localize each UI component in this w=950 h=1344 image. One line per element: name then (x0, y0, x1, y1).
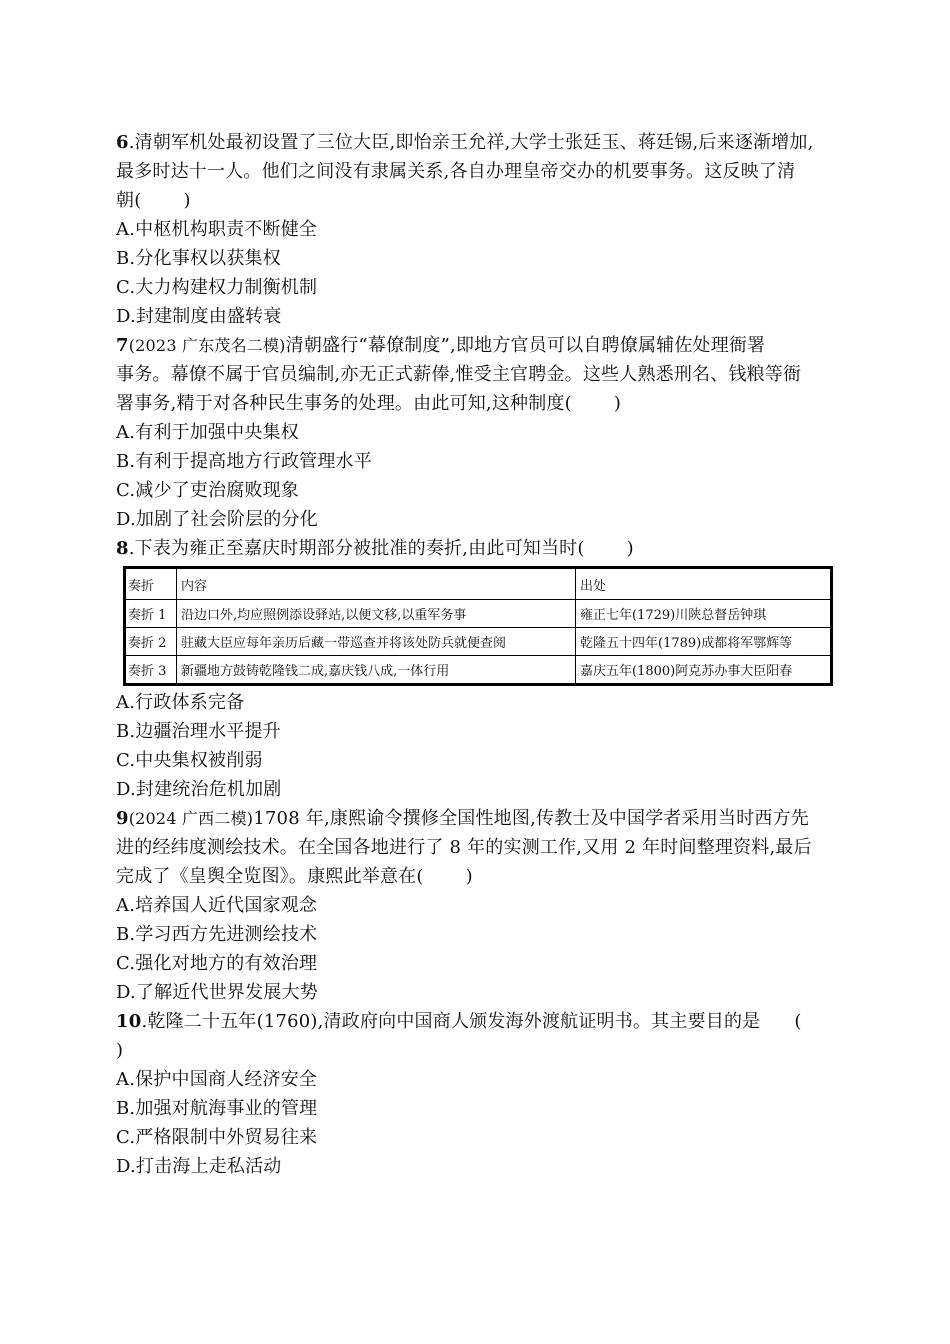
option-a: A.行政体系完备 (116, 692, 245, 713)
question-stem-line: 7(2023 广东茂名二模)清朝盛行“幕僚制度”,即地方官员可以自聘僚属辅佐处理衙署 (116, 335, 766, 356)
option-d: D.了解近代世界发展大势 (116, 982, 318, 1003)
option-c: C.减少了吏治腐败现象 (116, 480, 300, 501)
option-d: D.加剧了社会阶层的分化 (116, 509, 318, 530)
option-c: C.强化对地方的有效治理 (116, 953, 318, 974)
question-stem-line: 9(2024 广西二模)1708 年,康熙谕令撰修全国性地图,传教士及中国学者采用当时西方先 (116, 808, 810, 829)
question-stem-line: 10.乾隆二十五年(1760),清政府向中国商人颁发海外渡航证明书。其主要目的是 ( (116, 1011, 802, 1032)
table-cell: 奏折 1 (125, 600, 177, 628)
table-row (125, 628, 832, 656)
table-row (125, 656, 832, 685)
question-page (116, 128, 840, 1181)
question-stem-line: 最多时达十一人。他们之间没有隶属关系,各自办理皇帝交办的机要事务。这反映了清 (116, 161, 796, 182)
memorial-table (123, 566, 833, 686)
table-cell: 乾隆五十四年(1789)成都将军鄂辉等 (576, 628, 832, 656)
question-stem-line: 署事务,精于对各种民生事务的处理。由此可知,这种制度( ) (116, 393, 622, 414)
question-8 (116, 534, 840, 804)
option-c: C.严格限制中外贸易往来 (116, 1127, 318, 1148)
table-row (125, 600, 832, 628)
table-header-cell: 奏折 (125, 568, 177, 600)
question-6 (116, 128, 840, 331)
option-d: D.打击海上走私活动 (116, 1156, 282, 1177)
option-a: A.有利于加强中央集权 (116, 422, 299, 443)
option-d: D.封建制度由盛转衰 (116, 306, 282, 327)
option-c: C.中央集权被削弱 (116, 750, 263, 771)
question-9 (116, 804, 840, 1007)
table-cell: 嘉庆五年(1800)阿克苏办事大臣阳春 (576, 656, 832, 685)
question-number: 6 (116, 132, 129, 153)
table-header-cell: 出处 (576, 568, 832, 600)
question-number: 7 (116, 335, 129, 356)
option-b: B.分化事权以获集权 (116, 248, 281, 269)
question-stem-line: 事务。幕僚不属于官员编制,亦无正式薪俸,惟受主官聘金。这些人熟悉刑名、钱粮等衙 (116, 364, 802, 385)
table-cell: 新疆地方鼓铸乾隆钱二成,嘉庆钱八成,一体行用 (177, 656, 576, 685)
table-header-row (125, 568, 832, 600)
question-number: 8 (116, 538, 129, 559)
question-stem-line: 8.下表为雍正至嘉庆时期部分被批准的奏折,由此可知当时( ) (116, 538, 634, 559)
option-a: A.中枢机构职责不断健全 (116, 219, 318, 240)
table-cell: 奏折 2 (125, 628, 177, 656)
question-stem-line: 朝( ) (116, 190, 191, 211)
option-d: D.封建统治危机加剧 (116, 779, 282, 800)
question-10 (116, 1007, 840, 1181)
question-number: 9 (116, 808, 129, 829)
question-number: 10 (116, 1011, 142, 1032)
option-b: B.加强对航海事业的管理 (116, 1098, 318, 1119)
table-cell: 驻藏大臣应每年亲历后藏一带巡查并将该处防兵就便查阅 (177, 628, 576, 656)
question-stem-line: 进的经纬度测绘技术。在全国各地进行了 8 年的实测工作,又用 2 年时间整理资料,最后 (116, 837, 812, 858)
option-b: B.边疆治理水平提升 (116, 721, 281, 742)
question-source: (2024 广西二模) (128, 809, 254, 828)
question-stem-line: ) (116, 1040, 124, 1061)
option-b: B.学习西方先进测绘技术 (116, 924, 318, 945)
question-stem-line: 完成了《皇舆全览图》。康熙此举意在( ) (116, 866, 473, 887)
question-source: (2023 广东茂名二模) (128, 336, 286, 355)
table-header-cell: 内容 (177, 568, 576, 600)
option-a: A.保护中国商人经济安全 (116, 1069, 318, 1090)
question-7 (116, 331, 840, 534)
option-a: A.培养国人近代国家观念 (116, 895, 318, 916)
option-b: B.有利于提高地方行政管理水平 (116, 451, 372, 472)
question-stem-line: 6.清朝军机处最初设置了三位大臣,即怡亲王允祥,大学士张廷玉、蒋廷锡,后来逐渐增加, (116, 132, 814, 153)
option-c: C.大力构建权力制衡机制 (116, 277, 318, 298)
table-cell: 奏折 3 (125, 656, 177, 685)
table-cell: 沿边口外,均应照例添设驿站,以便文移,以重军务事 (177, 600, 576, 628)
table-cell: 雍正七年(1729)川陕总督岳钟琪 (576, 600, 832, 628)
